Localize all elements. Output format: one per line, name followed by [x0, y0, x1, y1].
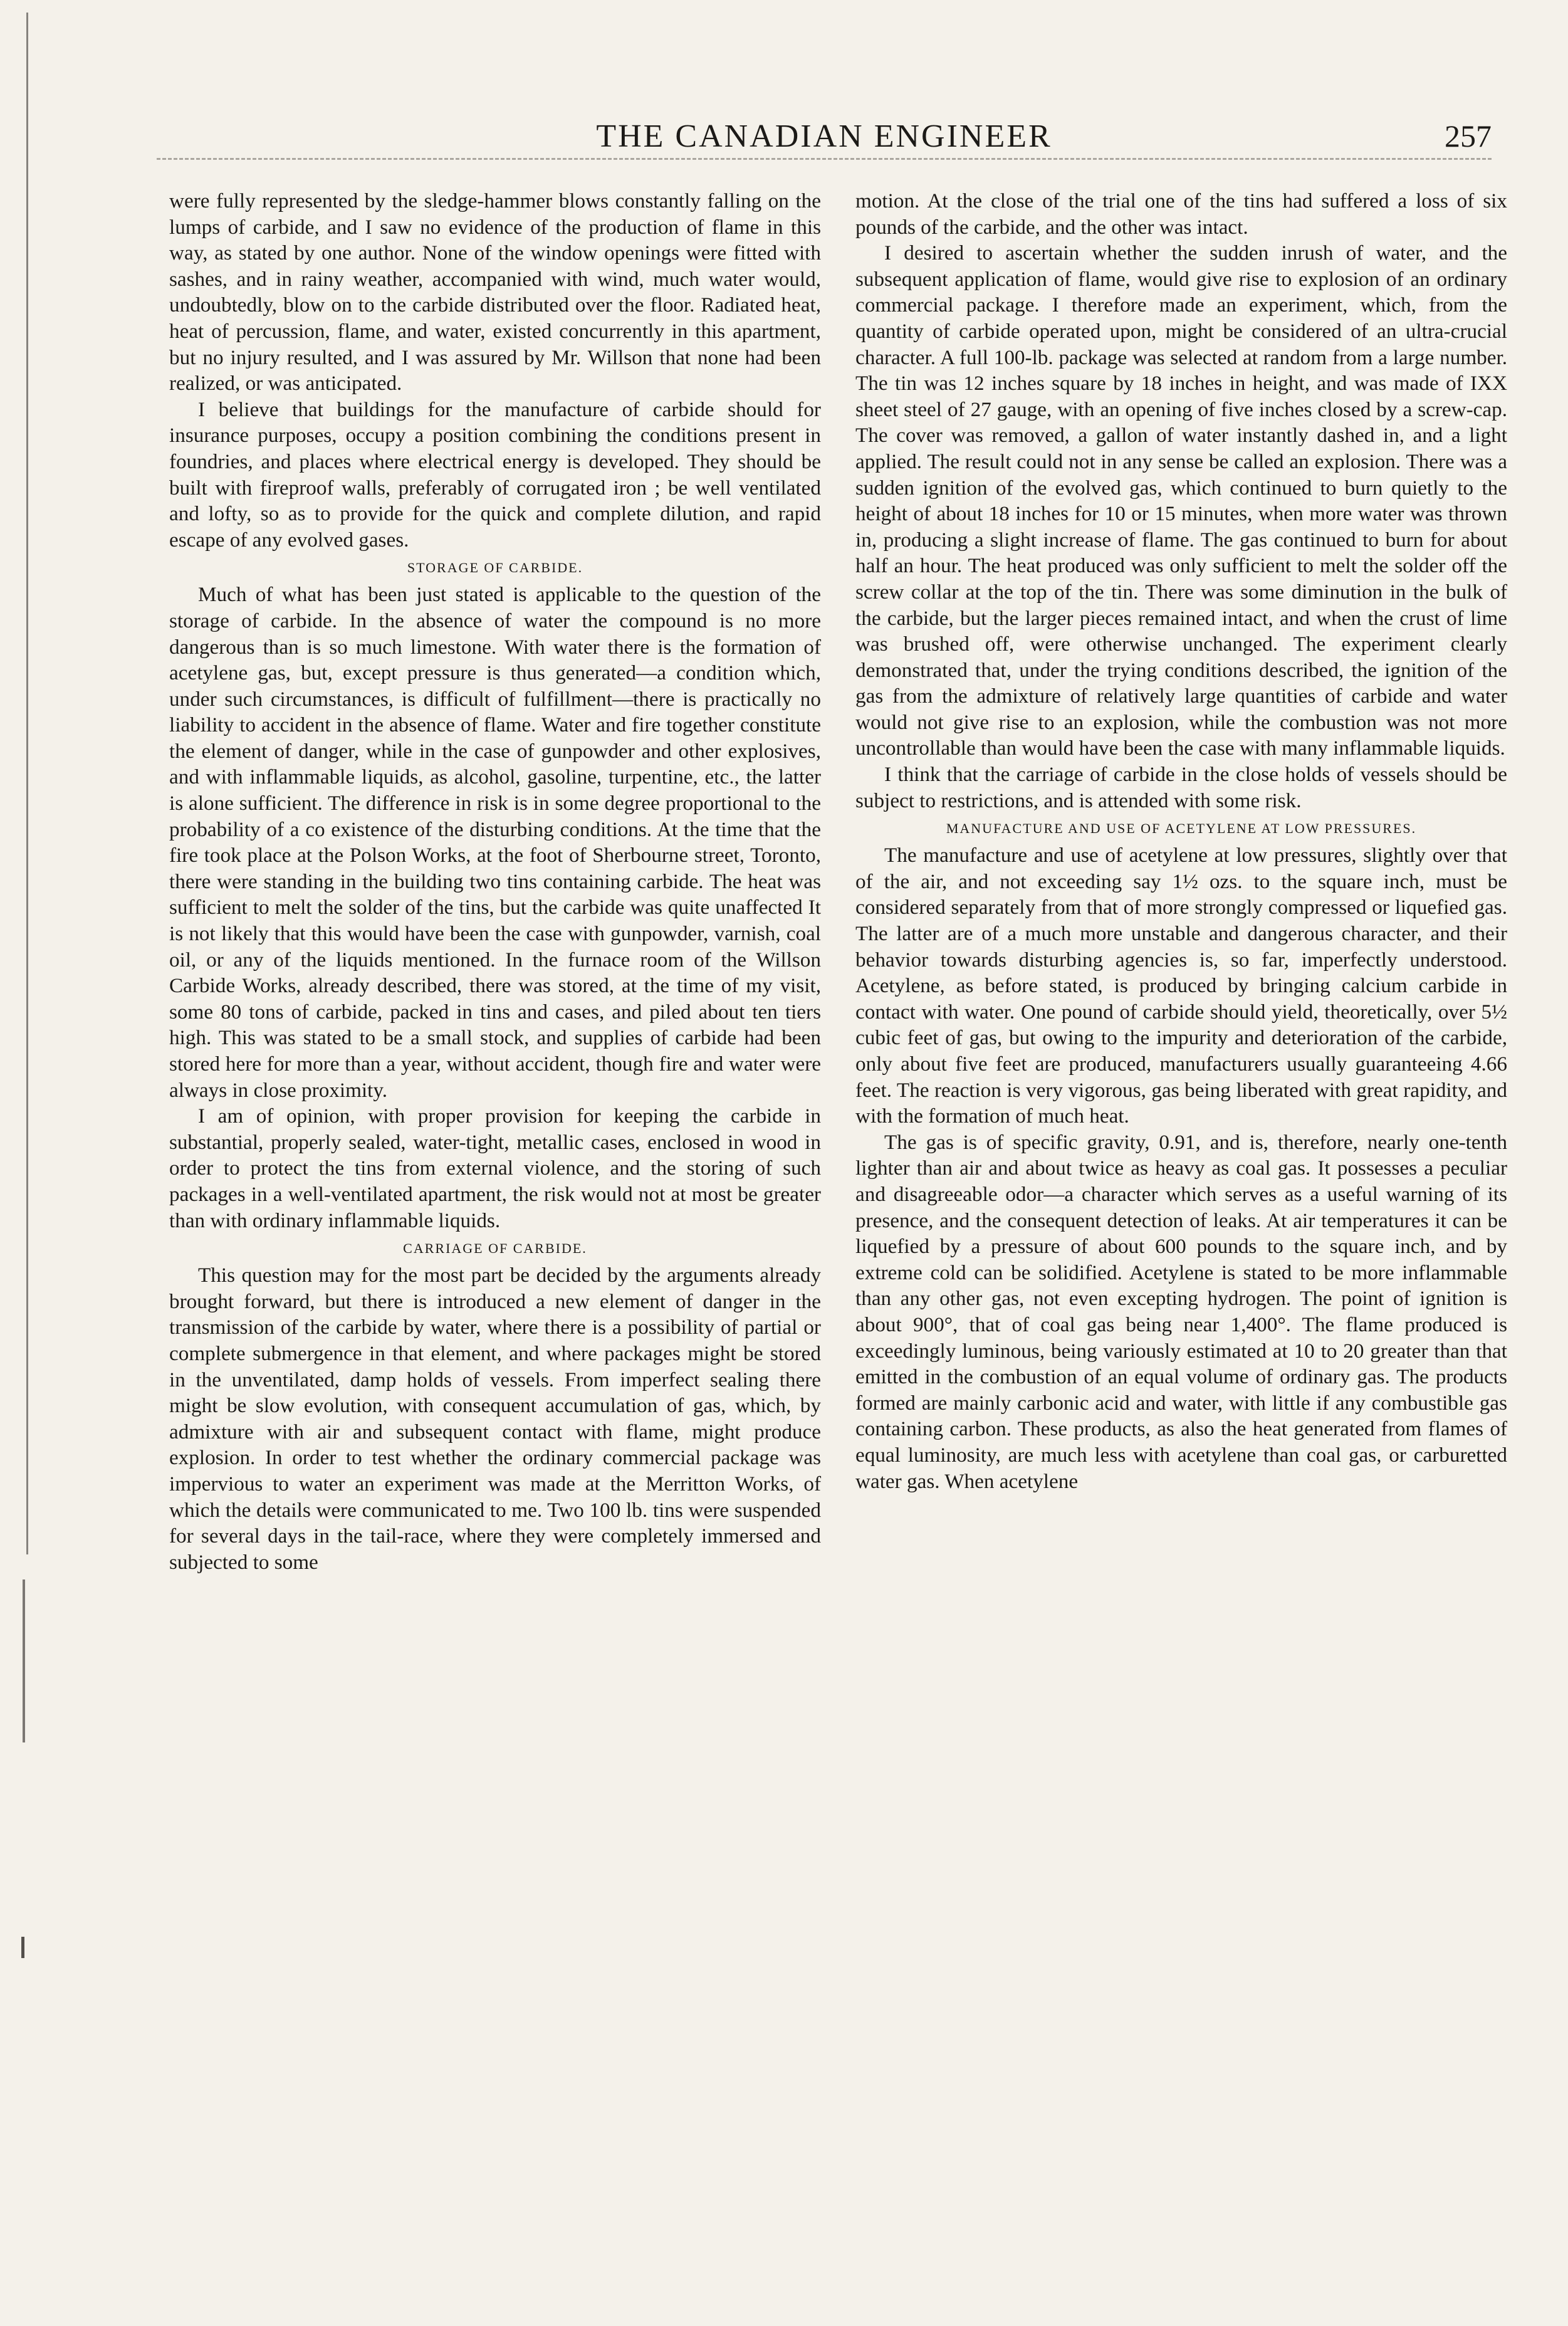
margin-scan-mark	[26, 13, 28, 1554]
journal-title: THE CANADIAN ENGINEER	[596, 118, 1052, 154]
paragraph: This question may for the most part be decided by the arguments already brought forward, but there is introduced a new element of danger in the transmission of the carbide by water, where there is a possibility of partial or complete submergence in that element, and where packages might be stored in the unventilated, damp holds of vessels. From imperfect sealing there might be slow evolution, with consequent accumulation of gas, which, by admixture with air and subsequent contact with flame, might produce explosion. In order to test whether the ordinary commercial package was impervious to water an experiment was made at the Merritton Works, of which the details were communicated to me. Two 100 lb. tins were suspended for several days in the tail-race, where they were completely immersed and subjected to some	[169, 1264, 821, 1574]
header-rule	[157, 158, 1492, 160]
left-column	[169, 188, 821, 1575]
page-header	[157, 118, 1492, 162]
paragraph: The gas is of specific gravity, 0.91, and is, therefore, nearly one-tenth lighter than air and about twice as heavy as coal gas. It possesses a peculiar and disagreeable odor—a character which serves as a useful warning of its presence, and the consequent detection of leaks. At air temperatures it can be liquefied by a pressure of about 600 pounds to the square inch, and by extreme cold can be solidified. Acetylene is stated to be more inflammable than any other gas, not even excepting hydrogen. The point of ignition is about 900°, that of coal gas being near 1,400°. The flame produced is exceedingly luminous, being variously estimated at 10 to 20 greater than that emitted in the combustion of an equal volume of ordinary gas. The products formed are mainly carbonic acid and water, with little if any combustible gas containing carbon. These products, as also the heat generated from flames of equal luminosity, are much less with acetylene than coal gas, or carburetted water gas. When acetylene	[855, 1130, 1507, 1493]
paragraph: motion. At the close of the trial one of the tins had suffered a loss of six pounds of the carbide, and the other was intact.	[855, 189, 1507, 239]
paragraph: were fully represented by the sledge-hammer blows constantly falling on the lumps of carbide, and I saw no evidence of the production of flame in this way, as stated by one author. None of the window openings were fitted with sashes, and in rainy weather, accompanied with wind, much water would, undoubtedly, blow on to the carbide distributed over the floor. Radiated heat, heat of percussion, flame, and water, existed concurrently in this apartment, but no injury resulted, and I was assured by Mr. Willson that none had been realized, or was anticipated.	[169, 189, 821, 396]
section-heading-manufacture: MANUFACTURE AND USE OF ACETYLENE AT LOW PRESSURES.	[946, 820, 1417, 837]
section-heading-carriage: CARRIAGE OF CARBIDE.	[403, 1240, 587, 1257]
paragraph: Much of what has been just stated is applicable to the question of the storage of carbide. In the absence of water the compound is no more dangerous than is so much limestone. With water there is the formation of acetylene gas, but, except pressure is thus generated—a condition which, under such circumstances, is difficult of fulfillment—there is practically no liability to accident in the absence of flame. Water and fire together constitute the element of danger, while in the case of gunpowder and other explosives, and with inflammable liquids, as alcohol, gasoline, turpentine, etc., the latter is alone sufficient. The difference in risk is in some degree proportional to the probability of a co existence of the disturbing conditions. At the time that the fire took place at the Polson Works, at the foot of Sherbourne street, Toronto, there were standing in the building two tins containing carbide. The heat was sufficient to melt the solder of the tins, but the carbide was quite unaffected It is not likely that this would have been the case with gunpowder, varnish, coal oil, or any of the liquids mentioned. In the furnace room of the Willson Carbide Works, already described, there was stored, at the time of my visit, some 80 tons of carbide, packed in tins and cases, and piled about ten tiers high. This was stated to be a small stock, and supplies of carbide had been stored here for more than a year, without accident, though fire and water were always in close proximity.	[169, 583, 821, 1102]
margin-scan-mark	[23, 1579, 25, 1742]
paragraph: I am of opinion, with proper provision for keeping the carbide in substantial, properly sealed, water-tight, metallic cases, enclosed in wood in order to protect the tins from external violence, and the storing of such packages in a well-ventilated apartment, the risk would not at most be greater than with ordinary inflammable liquids.	[169, 1104, 821, 1232]
margin-scan-mark	[21, 1937, 24, 1958]
paragraph: I believe that buildings for the manufacture of carbide should for insurance purposes, occupy a position combining the conditions present in foundries, and places where electrical energy is developed. They should be built with fireproof walls, preferably of corrugated iron ; be well ventilated and lofty, so as to provide for the quick and complete dilution, and rapid escape of any evolved gases.	[169, 397, 821, 552]
paragraph: I desired to ascertain whether the sudden inrush of water, and the subsequent application of flame, would give rise to explosion of an ordinary commercial package. I therefore made an experiment, which, from the quantity of carbide operated upon, might be considered of an ultra-crucial character. A full 100-lb. package was selected at random from a large number. The tin was 12 inches square by 18 inches in height, and was made of IXX sheet steel of 27 gauge, with an opening of five inches closed by a screw-cap. The cover was removed, a gallon of water instantly dashed in, and a light applied. The result could not in any sense be called an explosion. There was a sudden ignition of the evolved gas, which continued to burn quietly to the height of about 18 inches for 10 or 15 minutes, when more water was thrown in, producing a slight increase of flame. The gas continued to burn for about half an hour. The heat produced was only sufficient to melt the solder off the screw collar at the top of the tin. There was some diminution in the bulk of the carbide, but the larger pieces remained intact, and when the crust of lime was brushed off, were otherwise unchanged. The experiment clearly demonstrated that, under the trying conditions described, the ignition of the gas from the admixture of relatively large quantities of carbide and water would not give rise to an explosion, while the combustion was not more uncontrollable than would have been the case with many inflammable liquids.	[855, 241, 1507, 760]
paragraph: I think that the carriage of carbide in the close holds of vessels should be subject to restrictions, and is attended with some risk.	[855, 763, 1507, 812]
section-heading-storage: STORAGE OF CARBIDE.	[407, 560, 583, 576]
paragraph: The manufacture and use of acetylene at low pressures, slightly over that of the air, and not exceeding say 1½ ozs. to the square inch, must be considered separately from that of more strongly compressed or liquefied gas. The latter are of a much more unstable and dangerous character, and their behavior towards disturbing agencies is, so far, imperfectly understood. Acetylene, as before stated, is produced by bringing calcium carbide in contact with water. One pound of carbide should yield, theoretically, over 5½ cubic feet of gas, but owing to the impurity and deterioration of the carbide, only about five feet are produced, manufacturers usually guaranteeing 4.66 feet. The reaction is very vigorous, gas being liberated with great rapidity, and with the formation of much heat.	[855, 844, 1507, 1128]
right-column	[855, 188, 1507, 1494]
page-number: 257	[1445, 118, 1492, 154]
